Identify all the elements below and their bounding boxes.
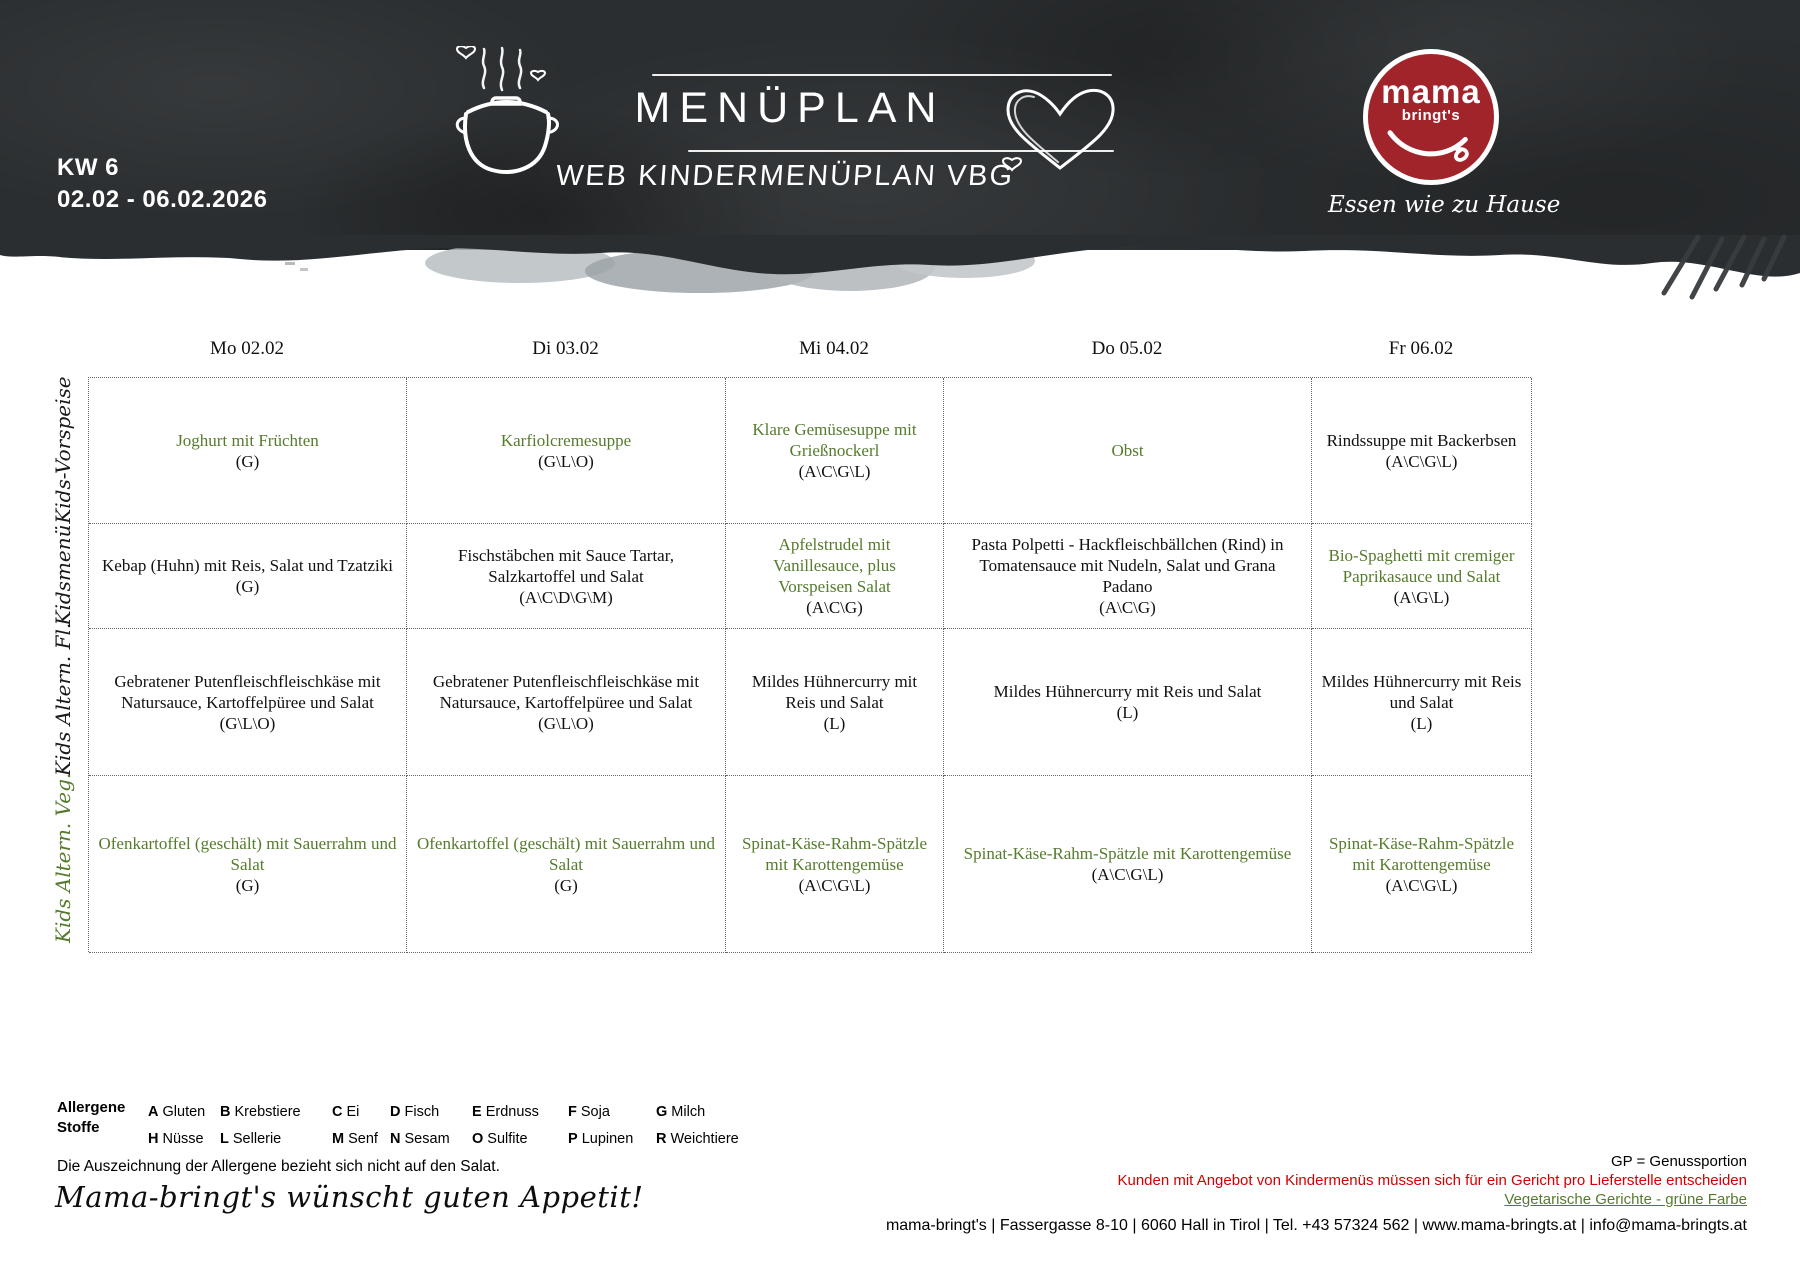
menu-cell: [944, 378, 1312, 524]
dish-name: Ofenkartoffel (geschält) mit Sauerrahm und Salat: [416, 833, 716, 874]
date-range: 02.02 - 06.02.2026: [57, 185, 268, 213]
allergen-codes: (G\L\O): [538, 713, 594, 733]
page-title: MENÜPLAN: [634, 84, 946, 132]
menu-cell: [1312, 776, 1532, 953]
menu-cell: [89, 629, 407, 776]
day-header: Mi 04.02: [799, 338, 869, 359]
day-header: Di 03.02: [532, 338, 599, 359]
dish-name: Spinat-Käse-Rahm-Spätzle mit Karottengemüse: [1328, 833, 1515, 874]
vegetarian-note: Vegetarische Gerichte - grüne Farbe: [1504, 1191, 1747, 1208]
legend-item: N Sesam: [390, 1130, 450, 1147]
brand-name-sub: bringt's: [1401, 107, 1461, 125]
dish-name: Karfiolcremesuppe: [500, 430, 632, 450]
dish-name: Klare Gemüsesuppe mit Grießnockerl: [752, 420, 917, 460]
page-subtitle: WEB KINDERMENÜPLAN VBG: [554, 160, 1016, 192]
dish-name: Gebratener Putenfleischfleischkäse mit Natursauce, Kartoffelpüree und Salat: [114, 671, 381, 712]
menu-cell: [1312, 629, 1532, 776]
allergen-codes: (A\C\G\L): [1385, 875, 1458, 895]
menu-cell: [726, 776, 944, 953]
legend-item: O Sulfite: [472, 1130, 528, 1147]
allergen-codes: (L): [823, 713, 846, 733]
legend-item: M Senf: [332, 1130, 378, 1147]
appetit-script: Mama-bringt's wünscht guten Appetit!: [55, 1180, 644, 1214]
row-label-altern-veg: Kids Altern. Veg.: [51, 772, 75, 943]
dish-name: Pasta Polpetti - Hackfleischbällchen (Rind) in Tomatensauce mit Nudeln, Salat und Grana Padano: [971, 535, 1284, 596]
dish-name: Gebratener Putenfleischfleischkäse mit Natursauce, Kartoffelpüree und Salat: [432, 671, 700, 712]
allergen-legend-title: Allergene Stoffe: [57, 1099, 126, 1136]
menu-cell: [407, 629, 726, 776]
legend-item: C Ei: [332, 1103, 360, 1120]
dish-name: Spinat-Käse-Rahm-Spätzle mit Karottengemüse: [963, 844, 1292, 863]
heart-sketch-icon: [998, 84, 1118, 176]
day-header-row: [88, 338, 1531, 360]
dish-name: Fischstäbchen mit Sauce Tartar, Salzkartoffel und Salat: [458, 545, 674, 586]
brush-edge-decoration: [0, 235, 1800, 305]
dish-name: Kebap (Huhn) mit Reis, Salat und Tzatziki: [102, 556, 393, 575]
week-block: [57, 152, 268, 215]
menu-cell: [726, 629, 944, 776]
dish-name: Bio-Spaghetti mit cremiger Paprikasauce und Salat: [1328, 545, 1515, 586]
menu-cell: [407, 776, 726, 953]
allergen-codes: (G): [235, 451, 260, 471]
allergen-codes: (A\C\G\L): [1385, 451, 1458, 471]
salad-note: Die Auszeichnung der Allergene bezieht sich nicht auf den Salat.: [57, 1158, 500, 1175]
dish-name: Mildes Hühnercurry mit Reis und Salat: [1321, 671, 1522, 712]
allergen-codes: (A\C\G): [1099, 598, 1156, 617]
title-rule-top: [652, 74, 1112, 76]
legend-item: D Fisch: [390, 1103, 440, 1120]
allergen-codes: (L): [1116, 703, 1139, 722]
row-label-kidsmenu: Kidsmenü: [51, 524, 75, 626]
dish-name: Joghurt mit Früchten: [176, 430, 319, 450]
allergen-codes: (A\C\G\L): [1091, 865, 1164, 884]
day-header: Mo 02.02: [210, 338, 284, 359]
row-label-altern-fl: Kids Altern. Fl.: [51, 622, 75, 776]
allergen-codes: (A\C\G\L): [798, 462, 871, 481]
brand-name: mama: [1381, 73, 1481, 111]
menu-cell: [1312, 524, 1532, 629]
allergen-codes: (A\G\L): [1393, 587, 1450, 607]
dish-name: Ofenkartoffel (geschält) mit Sauerrahm und Salat: [98, 833, 397, 874]
menu-table: [88, 377, 1531, 952]
smile-tongue-icon: [1385, 127, 1477, 167]
dish-name: Mildes Hühnercurry mit Reis und Salat: [751, 671, 918, 712]
legend-item: H Nüsse: [148, 1130, 204, 1147]
menu-cell: [407, 378, 726, 524]
week-number: KW 6: [57, 154, 119, 181]
legend-item: F Soja: [568, 1103, 610, 1120]
day-header: Do 05.02: [1091, 338, 1163, 359]
menu-cell: [726, 378, 944, 524]
dish-name: Mildes Hühnercurry mit Reis und Salat: [993, 682, 1262, 701]
legend-item: L Sellerie: [220, 1130, 282, 1147]
day-header: Fr 06.02: [1388, 338, 1454, 359]
allergen-codes: (A\C\G): [806, 598, 863, 617]
allergen-legend: [148, 1098, 776, 1152]
allergen-codes: (G): [235, 875, 260, 895]
menu-cell: [89, 378, 407, 524]
menu-cell: [726, 524, 944, 629]
contact-footer: mama-bringt's | Fassergasse 8-10 | 6060 Hall in Tirol | Tel. +43 57324 562 | www.mama-bringts.at | info@mama-bringts.at: [885, 1217, 1747, 1234]
legend-item: G Milch: [656, 1103, 706, 1120]
menu-cell: [407, 524, 726, 629]
allergen-codes: (G\L\O): [538, 451, 594, 471]
dish-name: Obst: [1111, 441, 1144, 460]
legend-item: E Erdnuss: [472, 1103, 539, 1120]
dish-name: Spinat-Käse-Rahm-Spätzle mit Karottengemüse: [741, 833, 928, 874]
right-notes: [1117, 1152, 1747, 1209]
allergen-codes: (G\L\O): [219, 713, 276, 733]
brand-logo: [1363, 49, 1499, 185]
brand-tagline: Essen wie zu Hause: [1328, 192, 1561, 218]
allergen-codes: (A\C\G\L): [798, 875, 871, 895]
menu-cell: [944, 629, 1312, 776]
legend-item: R Weichtiere: [656, 1130, 739, 1147]
legend-item: A Gluten: [148, 1103, 206, 1120]
dish-name: Apfelstrudel mit Vanillesauce, plus Vorspeisen Salat: [773, 535, 896, 596]
kids-menu-note: Kunden mit Angebot von Kindermenüs müssen sich für ein Gericht pro Lieferstelle entscheiden: [1117, 1172, 1747, 1189]
menu-cell: [944, 524, 1312, 629]
menu-cell: [1312, 378, 1532, 524]
legend-item: P Lupinen: [568, 1130, 634, 1147]
menu-cell: [89, 524, 407, 629]
row-label-vorspeise: Kids-Vorspeise: [51, 376, 75, 524]
gp-note: GP = Genussportion: [1610, 1153, 1747, 1170]
allergen-codes: (G): [554, 875, 578, 895]
allergen-codes: (G): [235, 577, 260, 596]
menu-cell: [89, 776, 407, 953]
allergen-codes: (A\C\D\G\M): [519, 587, 613, 607]
menu-cell: [944, 776, 1312, 953]
allergen-codes: (L): [1410, 713, 1433, 733]
legend-item: B Krebstiere: [220, 1103, 301, 1120]
dish-name: Rindssuppe mit Backerbsen: [1326, 430, 1517, 450]
